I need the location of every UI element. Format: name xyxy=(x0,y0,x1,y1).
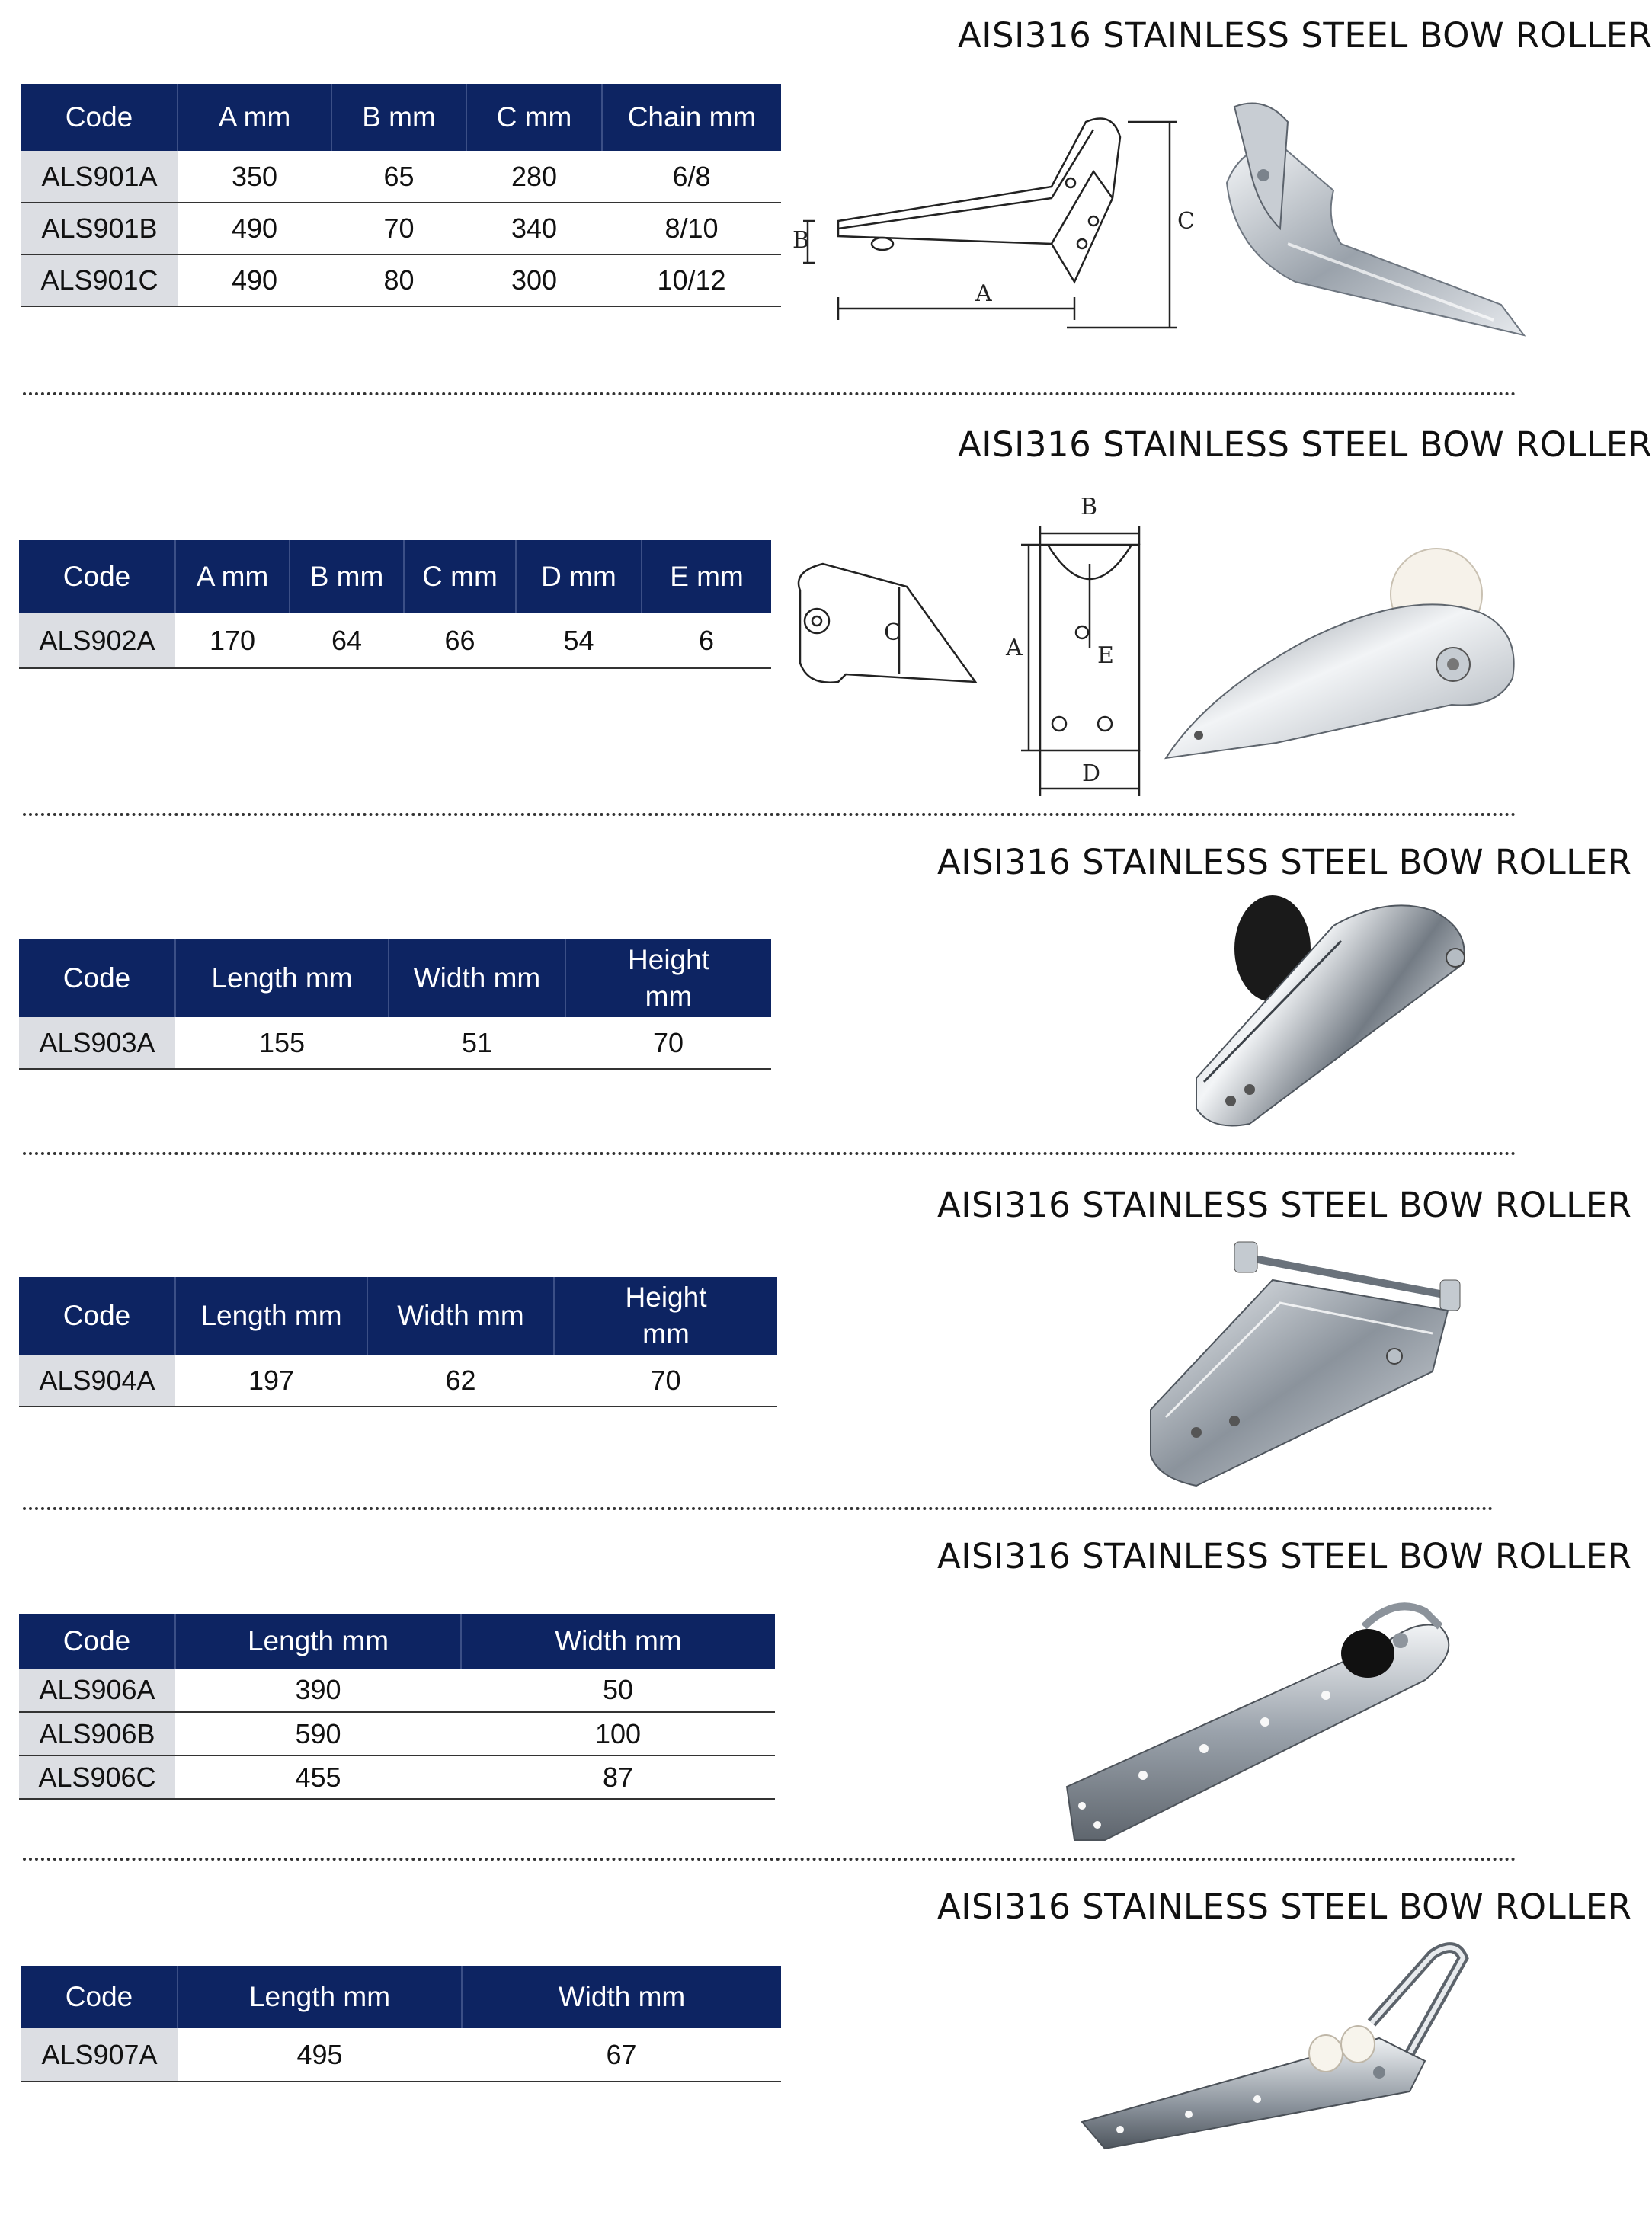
value-cell: 590 xyxy=(175,1712,461,1755)
value-cell: 70 xyxy=(554,1355,777,1407)
section-divider xyxy=(23,813,1516,816)
section-1-technical-drawing xyxy=(792,114,1195,335)
value-cell: 80 xyxy=(331,254,466,306)
code-cell: ALS904A xyxy=(19,1355,175,1407)
value-cell: 490 xyxy=(178,254,331,306)
value-cell: 50 xyxy=(461,1669,775,1712)
col-header-code: Code xyxy=(21,84,178,151)
col-header-height: Height mm xyxy=(565,939,771,1017)
col-header-c: C mm xyxy=(466,84,602,151)
value-cell: 6/8 xyxy=(602,151,781,203)
section-3-title: AISI316 STAINLESS STEEL BOW ROLLER xyxy=(937,842,1632,882)
col-header-length: Length mm xyxy=(175,1277,367,1355)
value-cell: 54 xyxy=(516,613,642,668)
code-cell: ALS901B xyxy=(21,203,178,254)
value-cell: 170 xyxy=(175,613,290,668)
col-header-a: A mm xyxy=(175,540,290,613)
value-cell: 6 xyxy=(642,613,771,668)
value-cell: 62 xyxy=(367,1355,554,1407)
table-row xyxy=(19,613,771,668)
col-header-width: Width mm xyxy=(367,1277,554,1355)
col-header-chain: Chain mm xyxy=(602,84,781,151)
value-cell: 350 xyxy=(178,151,331,203)
section-2-title: AISI316 STAINLESS STEEL BOW ROLLER xyxy=(958,424,1652,465)
section-divider xyxy=(23,1152,1516,1155)
section-divider xyxy=(23,1858,1516,1861)
col-header-width: Width mm xyxy=(462,1966,781,2028)
diagram-label-b: B xyxy=(792,227,810,254)
diagram-label-b: B xyxy=(1081,494,1098,520)
section-3-product-photo xyxy=(1181,895,1516,1139)
table-row xyxy=(21,2028,781,2082)
section-5-product-photo xyxy=(1059,1581,1486,1855)
value-cell: 495 xyxy=(178,2028,462,2082)
code-cell: ALS903A xyxy=(19,1017,175,1069)
value-cell: 8/10 xyxy=(602,203,781,254)
section-3-spec-table xyxy=(19,939,771,1070)
section-4-title: AISI316 STAINLESS STEEL BOW ROLLER xyxy=(937,1185,1632,1225)
col-header-a: A mm xyxy=(178,84,331,151)
col-header-code: Code xyxy=(19,939,175,1017)
section-divider xyxy=(23,1507,1494,1510)
col-header-code: Code xyxy=(19,540,175,613)
section-5-spec-table xyxy=(19,1614,775,1800)
col-header-b: B mm xyxy=(290,540,404,613)
col-header-b: B mm xyxy=(331,84,466,151)
diagram-label-a: A xyxy=(1006,635,1023,661)
col-header-length: Length mm xyxy=(175,1614,461,1669)
diagram-label-e: E xyxy=(1097,642,1114,669)
section-1-title: AISI316 STAINLESS STEEL BOW ROLLER xyxy=(958,15,1652,56)
value-cell: 197 xyxy=(175,1355,367,1407)
table-row xyxy=(19,1355,777,1407)
value-cell: 340 xyxy=(466,203,602,254)
table-row xyxy=(19,1712,775,1755)
code-cell: ALS906C xyxy=(19,1755,175,1799)
value-cell: 65 xyxy=(331,151,466,203)
diagram-label-d: D xyxy=(1082,760,1101,787)
value-cell: 280 xyxy=(466,151,602,203)
diagram-label-c: C xyxy=(1177,208,1195,235)
table-row xyxy=(19,1017,771,1069)
section-2-technical-drawing xyxy=(777,480,1151,800)
value-cell: 66 xyxy=(404,613,516,668)
code-cell: ALS906B xyxy=(19,1712,175,1755)
value-cell: 100 xyxy=(461,1712,775,1755)
table-row xyxy=(21,151,781,203)
code-cell: ALS901C xyxy=(21,254,178,306)
col-header-length: Length mm xyxy=(175,939,389,1017)
value-cell: 67 xyxy=(462,2028,781,2082)
section-2-product-photo xyxy=(1162,549,1528,770)
value-cell: 490 xyxy=(178,203,331,254)
value-cell: 70 xyxy=(331,203,466,254)
value-cell: 390 xyxy=(175,1669,461,1712)
section-1-product-photo xyxy=(1204,99,1539,343)
col-header-length: Length mm xyxy=(178,1966,462,2028)
col-header-code: Code xyxy=(19,1614,175,1669)
section-divider xyxy=(23,392,1516,395)
table-row xyxy=(21,254,781,306)
col-header-d: D mm xyxy=(516,540,642,613)
value-cell: 455 xyxy=(175,1755,461,1799)
code-cell: ALS902A xyxy=(19,613,175,668)
diagram-label-c: C xyxy=(884,619,901,646)
col-header-height: Height mm xyxy=(554,1277,777,1355)
col-header-e: E mm xyxy=(642,540,771,613)
value-cell: 87 xyxy=(461,1755,775,1799)
code-cell: ALS907A xyxy=(21,2028,178,2082)
value-cell: 51 xyxy=(389,1017,565,1069)
table-row xyxy=(21,203,781,254)
section-4-spec-table xyxy=(19,1277,777,1407)
value-cell: 300 xyxy=(466,254,602,306)
col-header-width: Width mm xyxy=(461,1614,775,1669)
code-cell: ALS901A xyxy=(21,151,178,203)
section-2-spec-table xyxy=(19,540,771,669)
section-6-spec-table xyxy=(21,1966,781,2082)
value-cell: 10/12 xyxy=(602,254,781,306)
table-row xyxy=(19,1669,775,1712)
code-cell: ALS906A xyxy=(19,1669,175,1712)
value-cell: 64 xyxy=(290,613,404,668)
table-row xyxy=(19,1755,775,1799)
section-4-product-photo xyxy=(1143,1234,1478,1493)
col-header-width: Width mm xyxy=(389,939,565,1017)
col-header-code: Code xyxy=(19,1277,175,1355)
section-6-product-photo xyxy=(1074,1939,1471,2152)
col-header-code: Code xyxy=(21,1966,178,2028)
diagram-label-a: A xyxy=(975,280,992,307)
col-header-c: C mm xyxy=(404,540,516,613)
section-5-title: AISI316 STAINLESS STEEL BOW ROLLER xyxy=(937,1536,1632,1576)
value-cell: 155 xyxy=(175,1017,389,1069)
value-cell: 70 xyxy=(565,1017,771,1069)
section-1-spec-table xyxy=(21,84,781,307)
section-6-title: AISI316 STAINLESS STEEL BOW ROLLER xyxy=(937,1887,1632,1927)
